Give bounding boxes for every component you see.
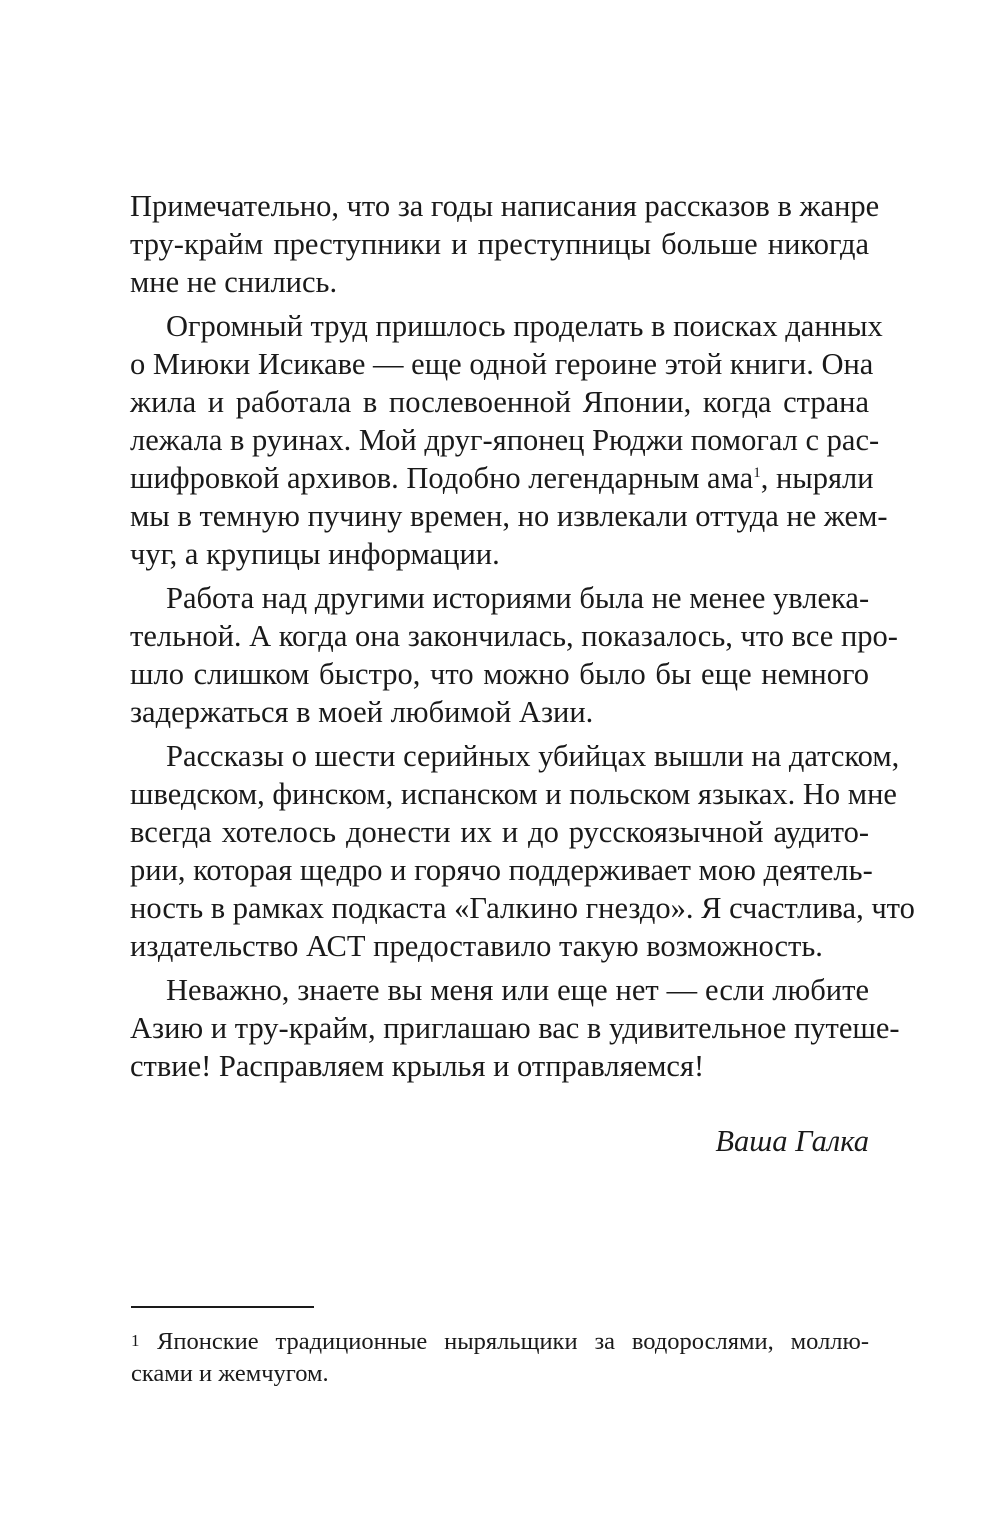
text-line: Огромный труд пришлось проделать в поисках данных <box>166 309 883 343</box>
footnote-reference[interactable]: 1 <box>753 464 761 481</box>
text-line: всегда хотелось донести их и до русскоязычной аудито- <box>130 815 869 849</box>
text-line: Примечательно, что за годы написания рассказов в жанре <box>130 189 880 223</box>
text-line: мы в темную пучину времен, но извлекали оттуда не жем- <box>130 499 888 533</box>
text-line: Азию и тру-крайм, приглашаю вас в удивительное путеше- <box>130 1011 900 1045</box>
footnote-number: 1 <box>131 1331 140 1350</box>
text-line: о Миюки Исикаве — еще одной героине этой книги. Она <box>130 347 874 381</box>
text-line: Неважно, знаете вы меня или еще нет — если любите <box>166 973 869 1007</box>
text-line: лежала в руинах. Мой друг-японец Рюджи помогал с рас- <box>130 423 880 457</box>
signature: Ваша Галка <box>715 1124 869 1158</box>
footnote-text-line: сками и жемчугом. <box>131 1360 329 1387</box>
footnote-text-line: Японские традиционные ныряльщики за водорослями, моллю- <box>157 1328 869 1355</box>
text-line: мне не снились. <box>130 265 338 299</box>
text-line: тельной. А когда она закончилась, показалось, что все про- <box>130 619 898 653</box>
text-line: чуг, а крупицы информации. <box>130 537 500 571</box>
text-line: задержаться в моей любимой Азии. <box>130 695 594 729</box>
text-line: рии, которая щедро и горячо поддерживает мою деятель- <box>130 853 873 887</box>
text-line: шло слишком быстро, что можно было бы еще немного <box>130 657 869 691</box>
text-line: Рассказы о шести серийных убийцах вышли на датском, <box>166 739 900 773</box>
text-line: шведском, финском, испанском и польском языках. Но мне <box>130 777 897 811</box>
text-line: ствие! Расправляем крылья и отправляемся! <box>130 1049 705 1083</box>
text-line: тру-крайм преступники и преступницы больше никогда <box>130 227 869 261</box>
text-line: ность в рамках подкаста «Галкино гнездо». Я счастлива, что <box>130 891 915 925</box>
text-line: жила и работала в послевоенной Японии, когда страна <box>130 385 869 419</box>
text-line: издательство АСТ предоставило такую возможность. <box>130 929 823 963</box>
text-fragment: , ныряли <box>760 461 874 495</box>
footnote-divider <box>131 1306 314 1308</box>
text-line-with-footnote-ref <box>130 459 874 497</box>
text-fragment: шифровкой архивов. Подобно легендарным ама <box>130 461 754 495</box>
text-line: Работа над другими историями была не менее увлека- <box>166 581 870 615</box>
